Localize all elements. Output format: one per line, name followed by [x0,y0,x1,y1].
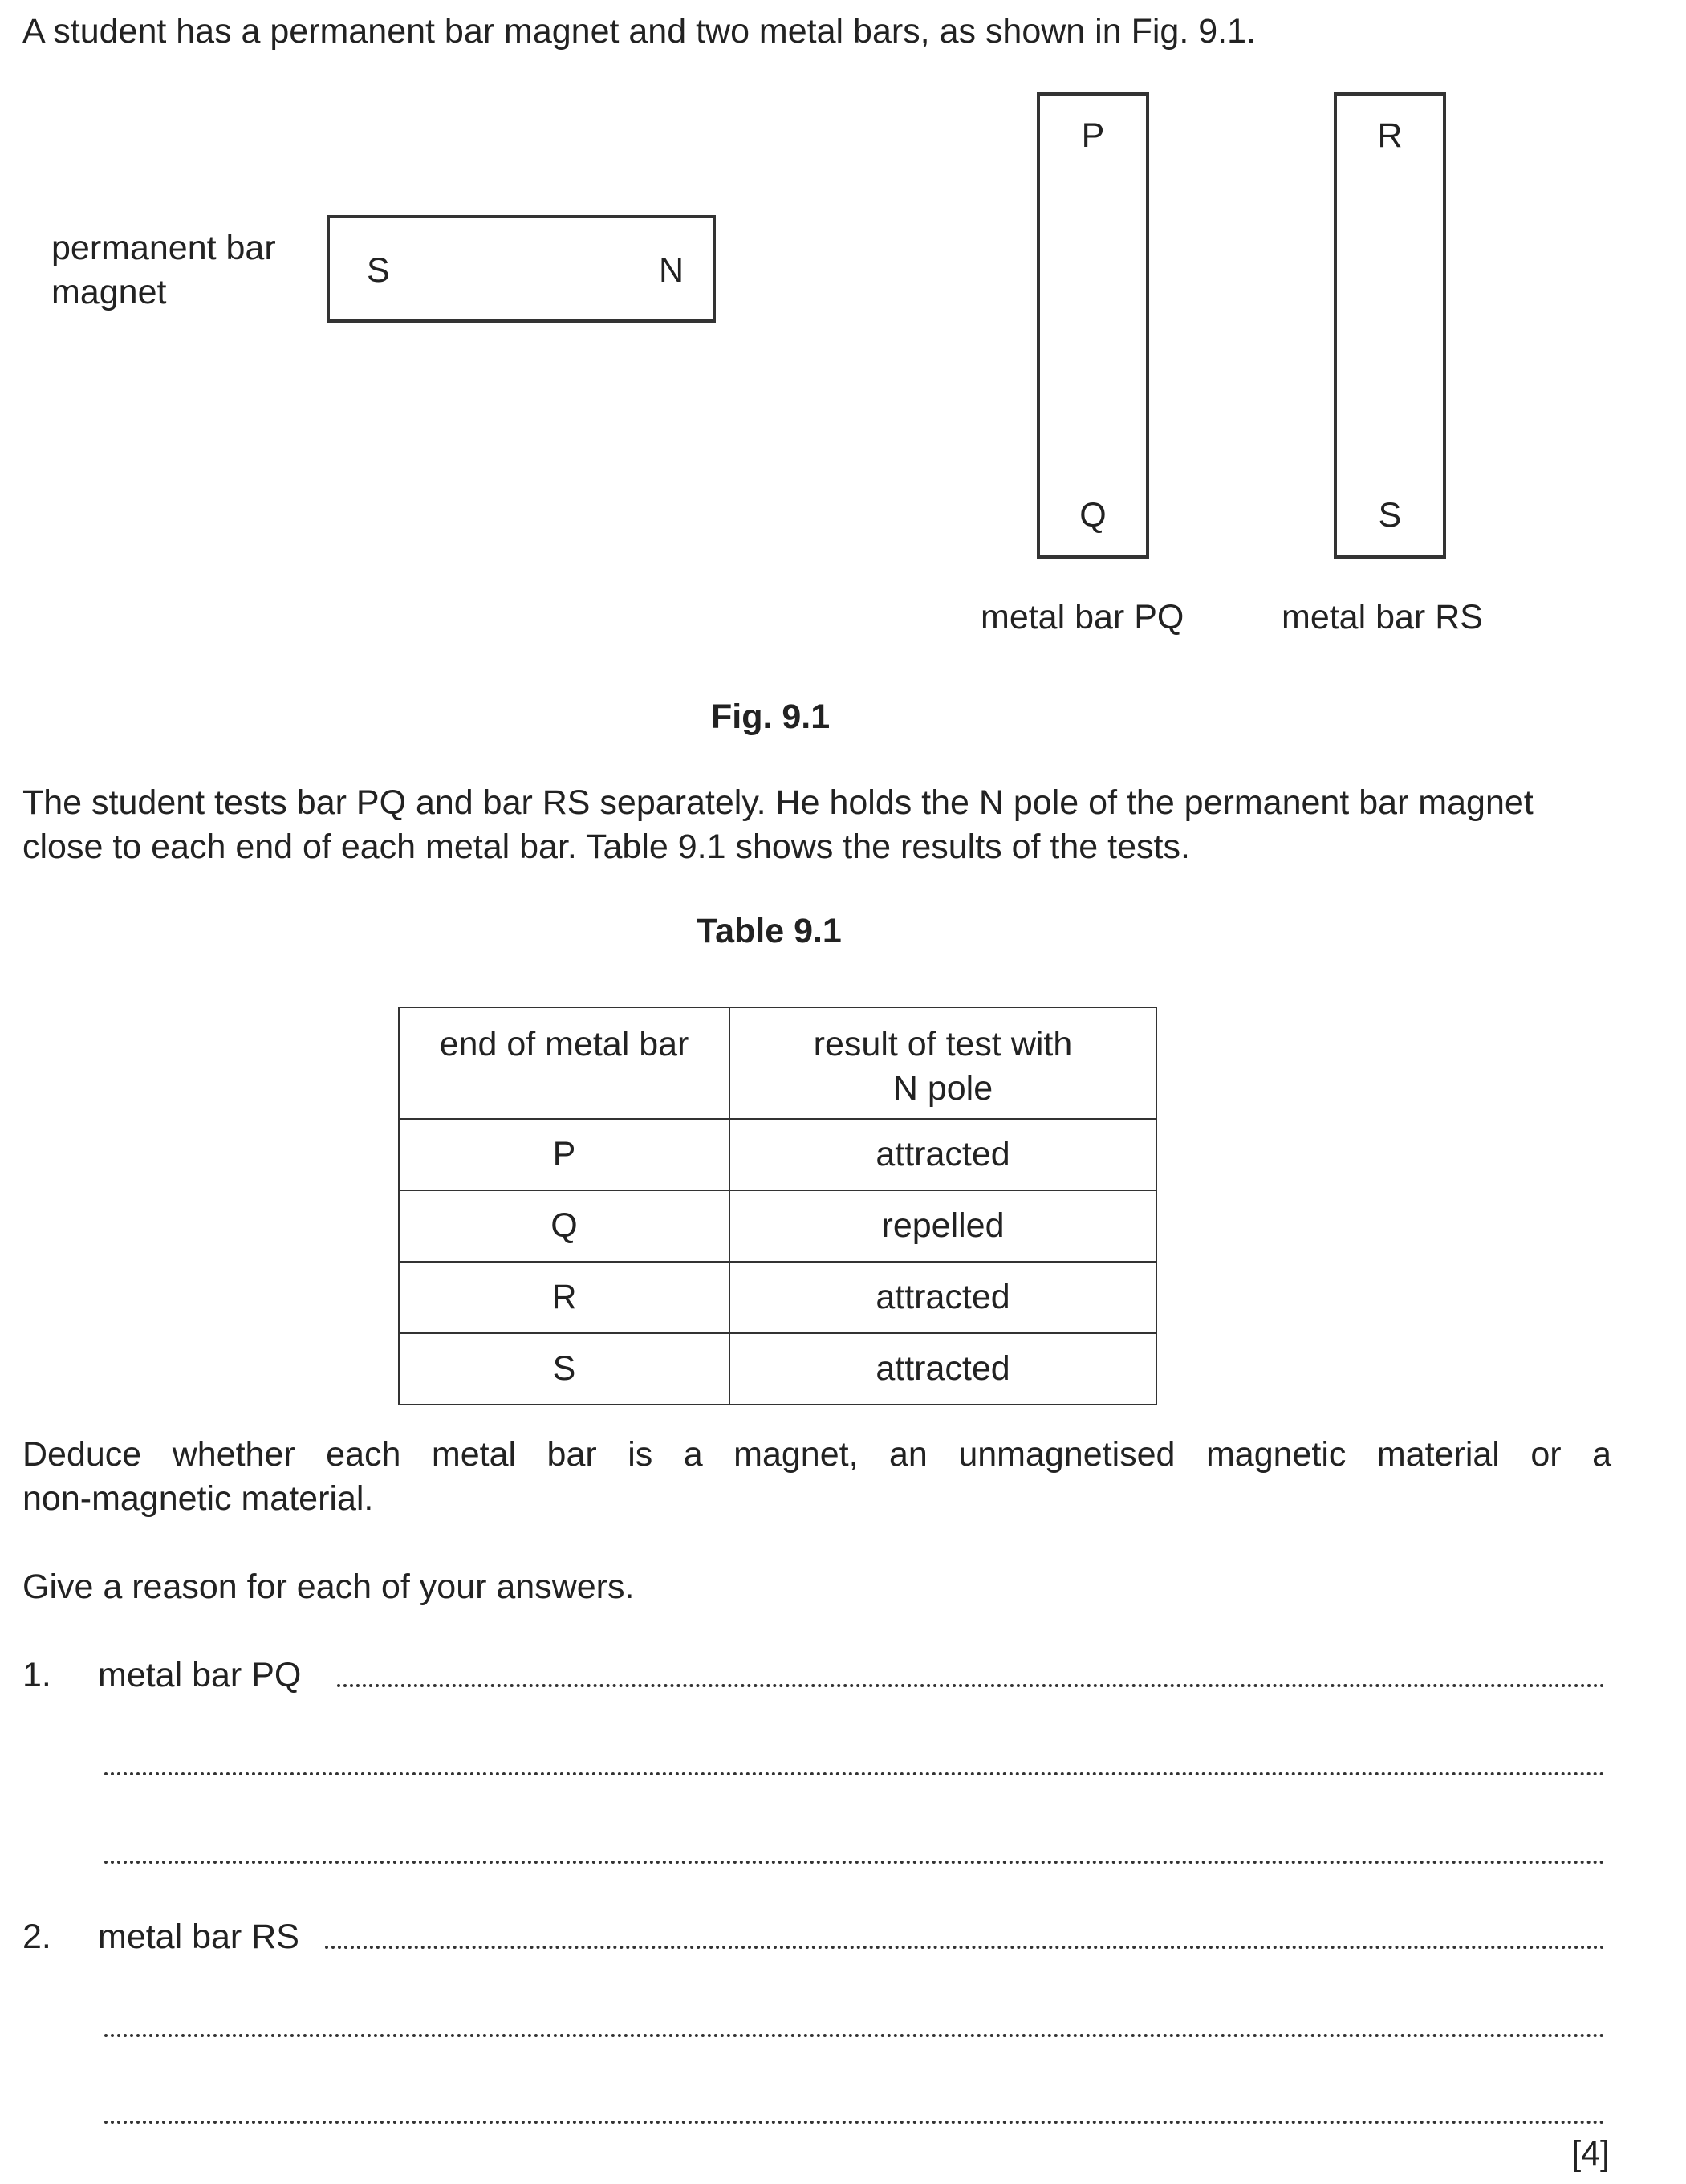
table-row [399,1190,1156,1262]
answer-2-line-3[interactable] [104,2121,1605,2124]
answer-1-line-1[interactable] [337,1684,1605,1687]
bar-end-r: R [1377,116,1403,155]
reason-instruction: Give a reason for each of your answers. [22,1568,635,1606]
table-row [399,1333,1156,1405]
answer-1-line-3[interactable] [104,1861,1605,1864]
table-cell-end: Q [399,1190,729,1262]
table-cell-end: R [399,1262,729,1333]
header-result: result of test with N pole [729,1007,1156,1119]
answer-1-label: metal bar PQ [98,1656,302,1694]
bar-end-q: Q [1079,496,1107,535]
magnet-pole-s: S [367,251,390,290]
header-end-of-metal-bar: end of metal bar [399,1007,729,1119]
answer-1-number: 1. [22,1656,51,1694]
table-cell-result: repelled [729,1190,1156,1262]
metal-bar-rs [1334,92,1446,559]
table-cell-end: S [399,1333,729,1405]
bar-end-p: P [1081,116,1105,155]
answer-2-label: metal bar RS [98,1918,299,1956]
table-cell-result: attracted [729,1262,1156,1333]
bar-end-s: S [1378,496,1402,535]
figure-caption: Fig. 9.1 [711,697,831,736]
magnet-label: permanent bar magnet [51,229,276,311]
test-description: The student tests bar PQ and bar RS separately. He holds the N pole of the permanent bar magnet close to each end of each metal bar. Table 9.1 shows the results of the tests. [22,783,1534,866]
table-cell-result: attracted [729,1333,1156,1405]
table-header-row [399,1007,1156,1119]
answer-2-line-1[interactable] [325,1946,1605,1949]
intro-text: A student has a permanent bar magnet and two metal bars, as shown in Fig. 9.1. [22,12,1256,51]
marks-allocation: [4] [1571,2134,1610,2173]
table-title: Table 9.1 [697,912,842,950]
metal-bar-pq [1037,92,1149,559]
results-table [398,1007,1157,1405]
table-cell-end: P [399,1119,729,1190]
answer-2-line-2[interactable] [104,2034,1605,2037]
answer-2-number: 2. [22,1918,51,1956]
answer-1-line-2[interactable] [104,1772,1605,1775]
table-row [399,1262,1156,1333]
table-row [399,1119,1156,1190]
bar-rs-label: metal bar RS [1282,598,1483,636]
permanent-bar-magnet [327,215,716,323]
magnet-pole-n: N [658,251,684,290]
table-cell-result: attracted [729,1119,1156,1190]
deduce-instruction: Deduce whether each metal bar is a magnet, an unmagnetised magnetic material or a non-magnetic material. [22,1435,1611,1518]
bar-pq-label: metal bar PQ [981,598,1184,636]
